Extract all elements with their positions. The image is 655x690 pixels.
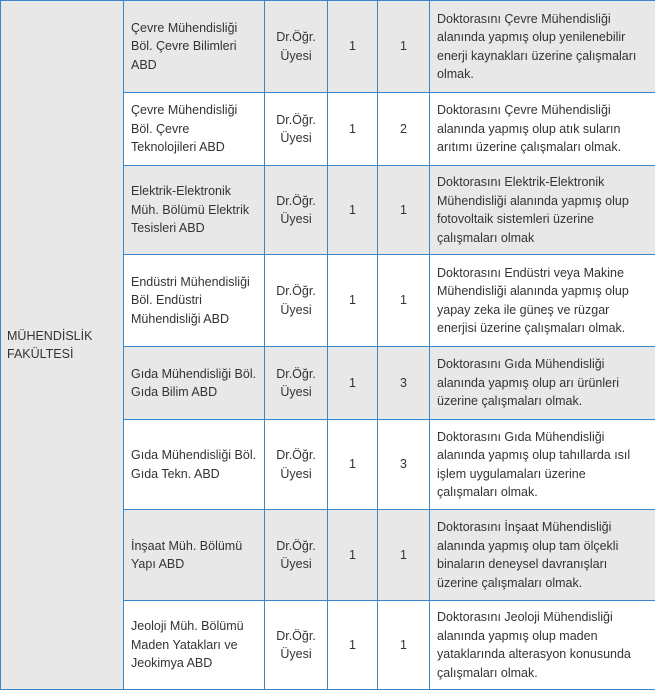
department-cell: Elektrik-Elektronik Müh. Bölümü Elektrik Tesisleri ABD [124, 166, 265, 255]
title-cell: Dr.Öğr. Üyesi [265, 166, 328, 255]
count-b-cell: 3 [378, 420, 430, 510]
department-cell: Çevre Mühendisliği Böl. Çevre Teknolojileri ABD [124, 93, 265, 166]
count-b-cell: 3 [378, 347, 430, 420]
department-cell: Jeoloji Müh. Bölümü Maden Yatakları ve Jeokimya ABD [124, 601, 265, 690]
description-cell: Doktorasını Endüstri veya Makine Mühendisliği alanında yapmış olup yapay zeka ile güneş ve rüzgar enerjisi üzerine çalışmaları olmak. [430, 255, 655, 347]
department-cell: Gıda Mühendisliği Böl. Gıda Tekn. ABD [124, 420, 265, 510]
count-a-cell: 1 [328, 1, 378, 93]
title-cell: Dr.Öğr. Üyesi [265, 510, 328, 601]
description-cell: Doktorasını Çevre Mühendisliği alanında yapmış olup atık suların arıtımı üzerine çalışmaları olmak. [430, 93, 655, 166]
count-a-cell: 1 [328, 420, 378, 510]
description-cell: Doktorasını İnşaat Mühendisliği alanında yapmış olup tam ölçekli binaların deneysel davranışları üzerine çalışmaları olmak. [430, 510, 655, 601]
title-cell: Dr.Öğr. Üyesi [265, 1, 328, 93]
department-cell: Endüstri Mühendisliği Böl. Endüstri Mühendisliği ABD [124, 255, 265, 347]
department-cell: Gıda Mühendisliği Böl. Gıda Bilim ABD [124, 347, 265, 420]
title-cell: Dr.Öğr. Üyesi [265, 93, 328, 166]
count-b-cell: 1 [378, 1, 430, 93]
department-cell: İnşaat Müh. Bölümü Yapı ABD [124, 510, 265, 601]
department-cell: Çevre Mühendisliği Böl. Çevre Bilimleri ABD [124, 1, 265, 93]
count-b-cell: 1 [378, 166, 430, 255]
title-cell: Dr.Öğr. Üyesi [265, 347, 328, 420]
faculty-cell: MÜHENDİSLİK FAKÜLTESİ [1, 1, 124, 690]
table-row [1, 1, 655, 93]
count-b-cell: 1 [378, 601, 430, 690]
count-a-cell: 1 [328, 347, 378, 420]
count-a-cell: 1 [328, 601, 378, 690]
title-cell: Dr.Öğr. Üyesi [265, 601, 328, 690]
count-b-cell: 1 [378, 510, 430, 601]
description-cell: Doktorasını Elektrik-Elektronik Mühendisliği alanında yapmış olup fotovoltaik sistemleri üzerine çalışmaları olmak [430, 166, 655, 255]
count-a-cell: 1 [328, 255, 378, 347]
count-a-cell: 1 [328, 166, 378, 255]
count-b-cell: 2 [378, 93, 430, 166]
title-cell: Dr.Öğr. Üyesi [265, 420, 328, 510]
description-cell: Doktorasını Çevre Mühendisliği alanında yapmış olup yenilenebilir enerji kaynakları üzerine çalışmaları olmak. [430, 1, 655, 93]
count-b-cell: 1 [378, 255, 430, 347]
count-a-cell: 1 [328, 510, 378, 601]
description-cell: Doktorasını Jeoloji Mühendisliği alanında yapmış olup maden yataklarında alterasyon konusunda çalışmaları olmak. [430, 601, 655, 690]
description-cell: Doktorasını Gıda Mühendisliği alanında yapmış olup arı ürünleri üzerine çalışmaları olmak. [430, 347, 655, 420]
count-a-cell: 1 [328, 93, 378, 166]
title-cell: Dr.Öğr. Üyesi [265, 255, 328, 347]
description-cell: Doktorasını Gıda Mühendisliği alanında yapmış olup tahıllarda ısıl işlem uygulamaları üzerine çalışmaları olmak. [430, 420, 655, 510]
